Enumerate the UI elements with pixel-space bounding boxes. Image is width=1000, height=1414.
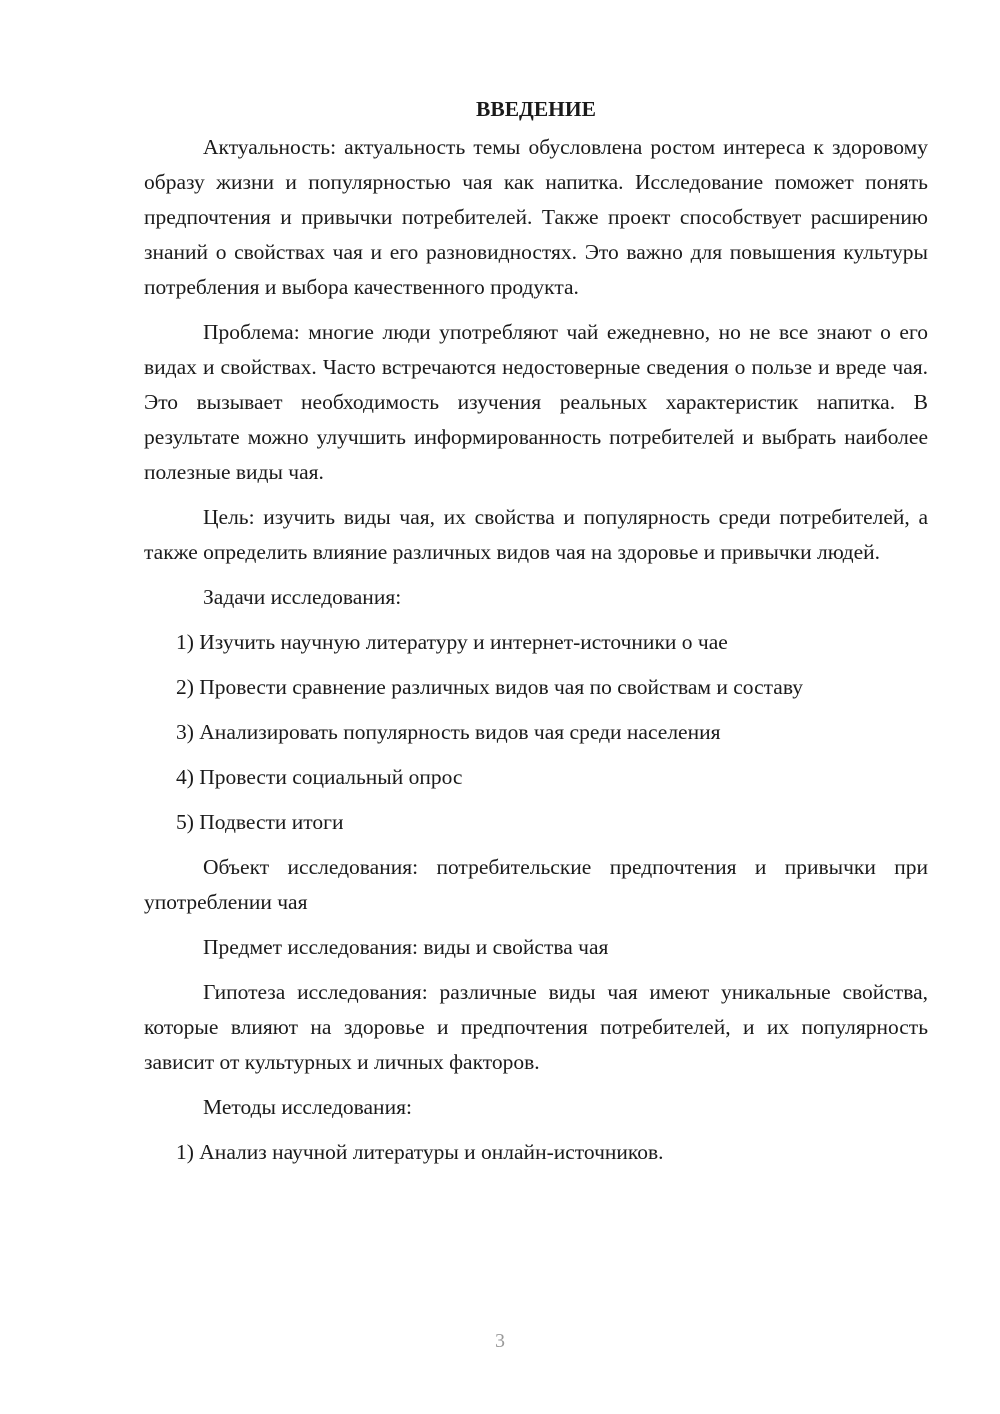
problem-paragraph: Проблема: многие люди употребляют чай ежедневно, но не все знают о его видах и свойствах. Часто встречаются недостоверные сведения о пользе и вреде чая. Это вызывает необходимость изучения реальных характеристик напитка. В результате можно улучшить информированность потребителей и выбрать наиболее полезные виды чая. [144,320,928,484]
object-paragraph: Объект исследования: потребительские предпочтения и привычки при употреблении чая [144,855,928,914]
task-item: 4) Провести социальный опрос [176,765,463,789]
relevance-paragraph: Актуальность: актуальность темы обусловлена ростом интереса к здоровому образу жизни и популярностью чая как напитка. Исследование поможет понять предпочтения и привычки потребителей. Также проект способствует расширению знаний о свойствах чая и его разновидностях. Это важно для повышения культуры потребления и выбора качественного продукта. [144,135,928,299]
hypothesis-paragraph: Гипотеза исследования: различные виды чая имеют уникальные свойства, которые влияют на здоровье и предпочтения потребителей, и их популярность зависит от культурных и личных факторов. [144,980,928,1074]
task-item: 3) Анализировать популярность видов чая среди населения [176,720,721,744]
document-page [144,92,928,1180]
section-heading: ВВЕДЕНИЕ [476,97,596,121]
subject-paragraph: Предмет исследования: виды и свойства чая [203,935,609,959]
goal-paragraph: Цель: изучить виды чая, их свойства и популярность среди потребителей, а также определить влияние различных видов чая на здоровье и привычки людей. [144,505,928,564]
task-item: 1) Изучить научную литературу и интернет-источники о чае [176,630,728,654]
task-item: 2) Провести сравнение различных видов чая по свойствам и составу [176,675,803,699]
methods-title: Методы исследования: [203,1095,412,1119]
page-number: 3 [495,1330,505,1352]
task-item: 5) Подвести итоги [176,810,344,834]
method-item: 1) Анализ научной литературы и онлайн-источников. [176,1140,664,1164]
tasks-title: Задачи исследования: [203,585,402,609]
